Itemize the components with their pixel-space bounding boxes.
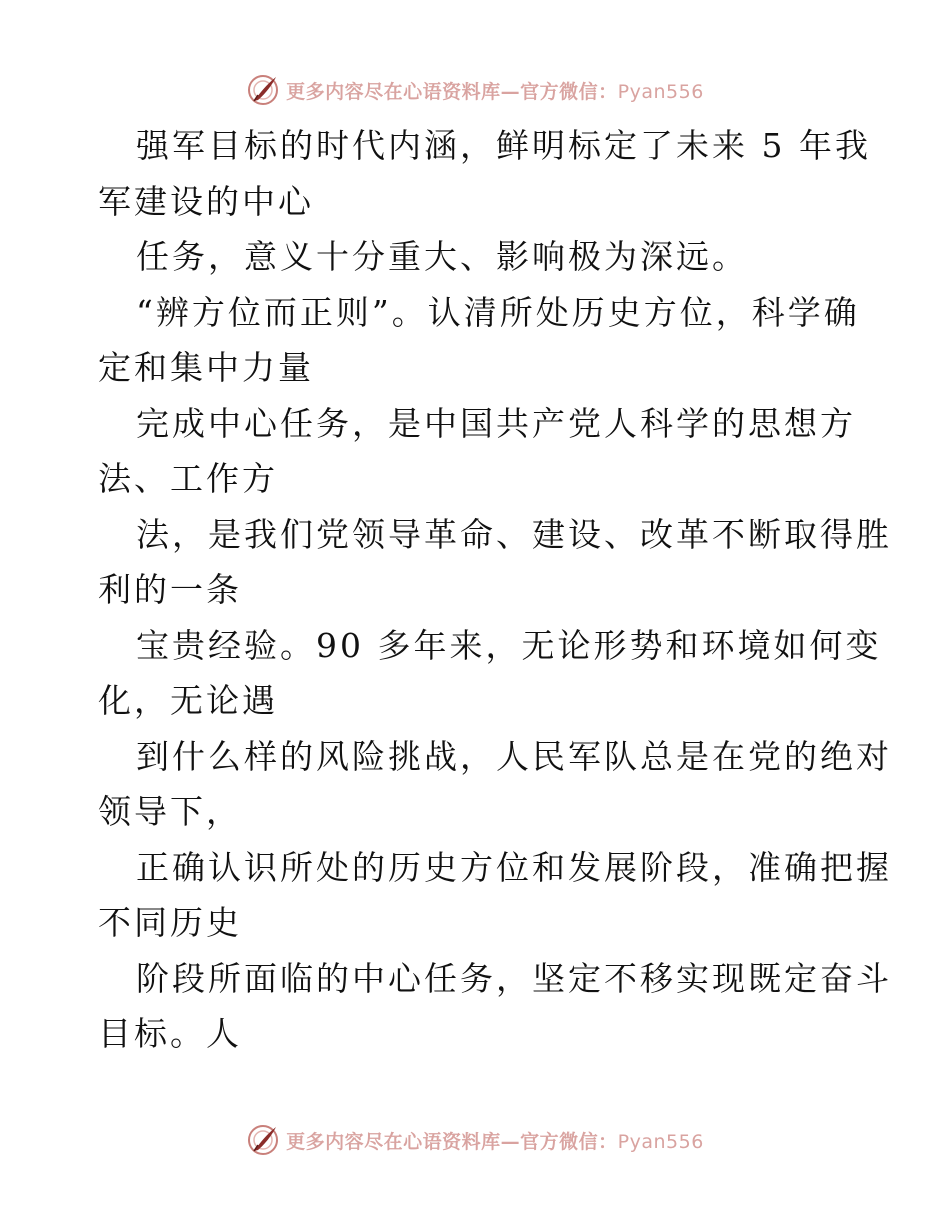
quill-logo-icon: [246, 73, 280, 107]
text-line: “辨方位而正则”。认清所处历史方位，科学确: [136, 292, 860, 332]
text-line: 不同历史: [98, 903, 242, 942]
text-line: 利的一条: [98, 570, 242, 609]
text-line: 定和集中力量: [98, 348, 314, 387]
text-line: 领导下，: [98, 792, 242, 831]
quill-logo-icon: [246, 1123, 280, 1157]
watermark-text: 更多内容尽在心语资料库—官方微信：Pyan556: [286, 1130, 704, 1153]
text-line: 完成中心任务，是中国共产党人科学的思想方: [136, 403, 856, 443]
text-line: 强军目标的时代内涵，鲜明标定了未来 5 年我: [136, 126, 871, 165]
text-line: 法，是我们党领导革命、建设、改革不断取得胜: [136, 514, 892, 554]
text-line: 阶段所面临的中心任务，坚定不移实现既定奋斗: [136, 958, 892, 998]
text-line: 法、工作方: [98, 459, 278, 498]
text-line: 化，无论遇: [98, 681, 278, 720]
document-body: [98, 118, 892, 1062]
text-line: 宝贵经验。90 多年来，无论形势和环境如何变: [136, 625, 882, 665]
text-line: 正确认识所处的历史方位和发展阶段，准确把握: [136, 847, 892, 887]
text-line: 到什么样的风险挑战，人民军队总是在党的绝对: [136, 736, 892, 776]
text-line: 任务，意义十分重大、影响极为深远。: [136, 237, 748, 276]
watermark-footer: [0, 1120, 950, 1160]
text-line: 目标。人: [98, 1014, 242, 1053]
watermark-text: 更多内容尽在心语资料库—官方微信：Pyan556: [286, 80, 704, 103]
watermark-header: [0, 70, 950, 110]
text-line: 军建设的中心: [98, 181, 314, 221]
